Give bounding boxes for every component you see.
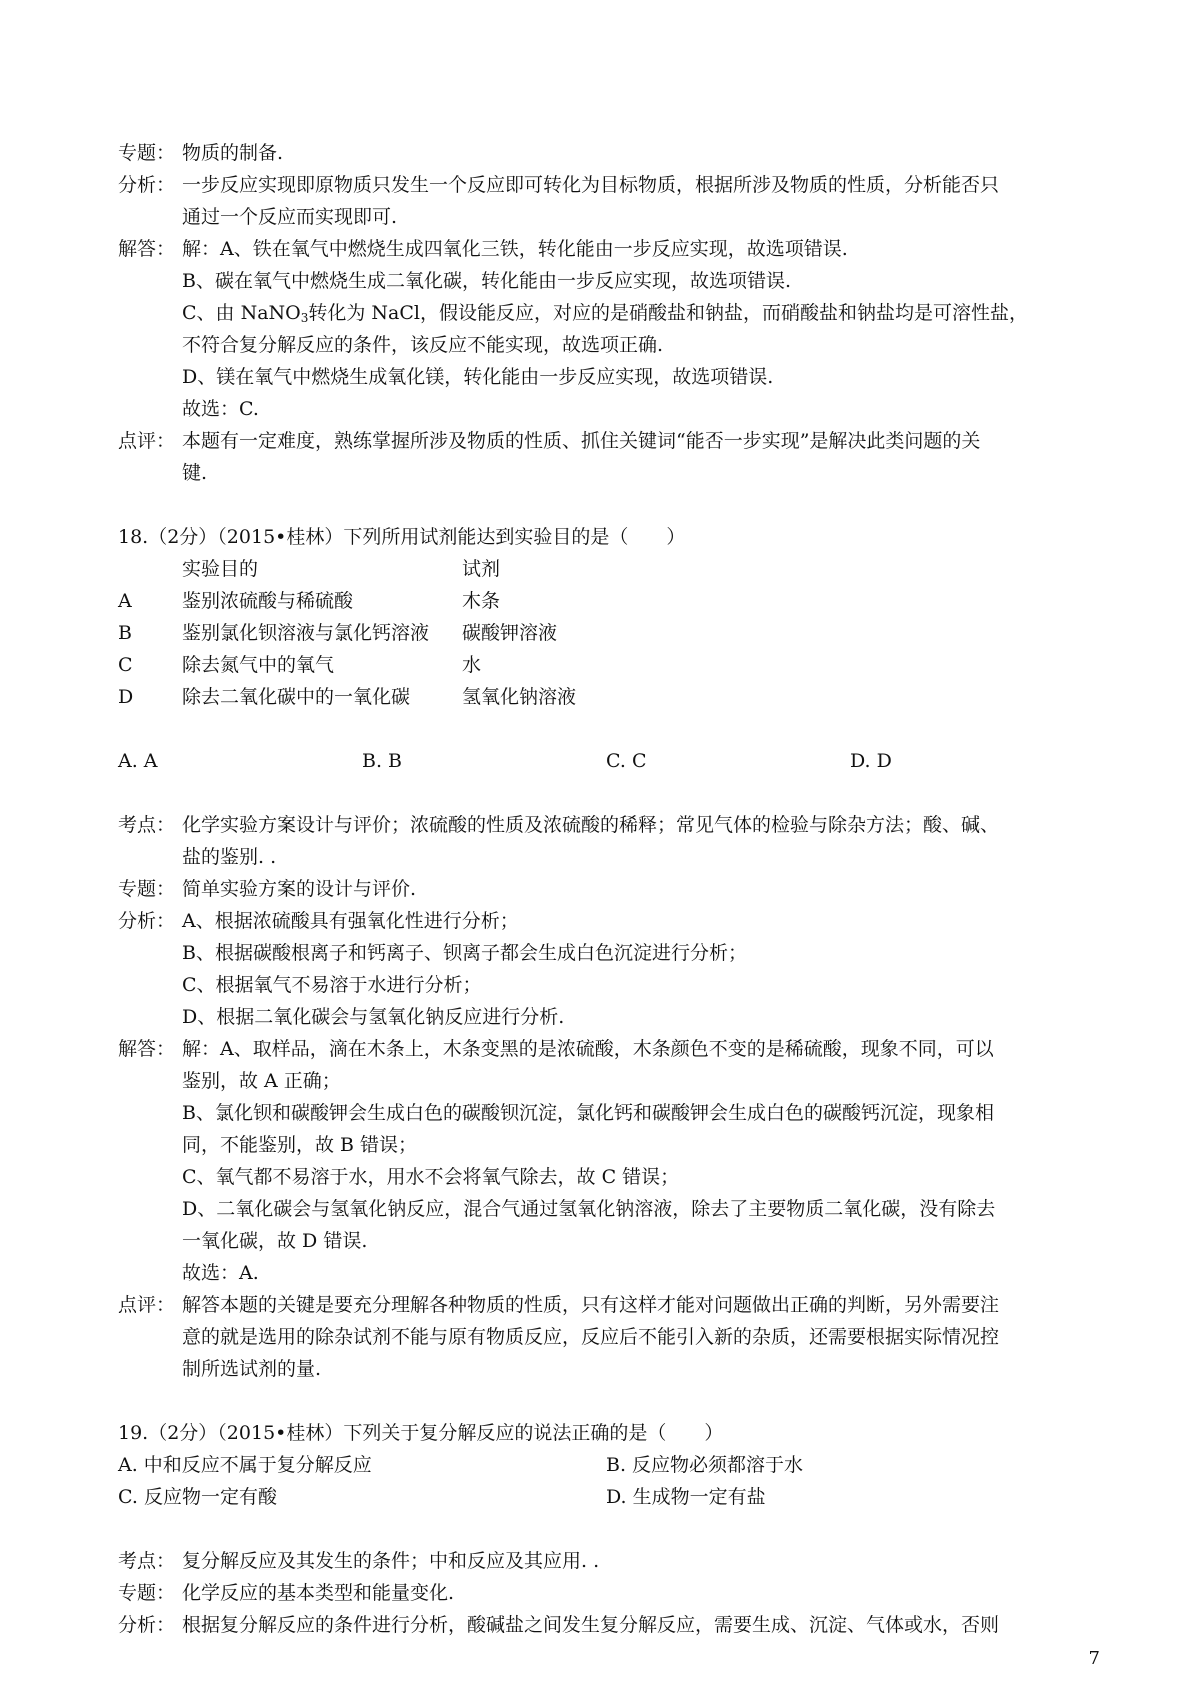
dianping-text: 本题有一定难度，熟练掌握所涉及物质的性质、抓住关键词“能否一步实现”是解决此类问题的关 [182, 430, 981, 452]
jieda-label: 解答： [118, 1038, 176, 1060]
jieda-line: D、镁在氧气中燃烧生成氧化镁，转化能由一步反应实现，故选项错误. [182, 366, 774, 388]
fenxi-line: C、根据氧气不易溶于水进行分析； [182, 974, 482, 996]
question-19-stem: 19.（2分）（2015•桂林）下列关于复分解反应的说法正确的是（ ） [118, 1422, 724, 1444]
table-row-purpose: 鉴别氯化钡溶液与氯化钙溶液 [182, 622, 430, 644]
jieda-line: 鉴别，故 A 正确； [182, 1070, 341, 1092]
jieda-line: 故选：A. [182, 1262, 259, 1284]
table-row-purpose: 除去氮气中的氧气 [182, 654, 335, 676]
jieda-label: 解答： [118, 238, 176, 260]
choice-b: B. B [362, 750, 403, 772]
table-row-purpose: 鉴别浓硫酸与稀硫酸 [182, 590, 354, 612]
dianping-label: 点评： [118, 1294, 176, 1316]
choice-d: D. 生成物一定有盐 [606, 1486, 766, 1508]
jieda-part: C、由 NaNO [182, 302, 301, 324]
table-row-reagent: 木条 [462, 590, 501, 612]
fenxi-label: 分析： [118, 174, 176, 196]
fenxi-text: 一步反应实现即原物质只发生一个反应即可转化为目标物质，根据所涉及物质的性质，分析能否只 [182, 174, 1000, 196]
table-row-option: A [118, 590, 132, 612]
jieda-line: D、二氧化碳会与氢氧化钠反应，混合气通过氢氧化钠溶液，除去了主要物质二氧化碳，没有除去 [182, 1198, 996, 1220]
jieda-line: B、碳在氧气中燃烧生成二氧化碳，转化能由一步反应实现，故选项错误. [182, 270, 792, 292]
subscript: 3 [300, 311, 309, 325]
table-row-reagent: 氢氧化钠溶液 [462, 686, 577, 708]
choice-a: A. A [118, 750, 158, 772]
fenxi-line: B、根据碳酸根离子和钙离子、钡离子都会生成白色沉淀进行分析； [182, 942, 747, 964]
choice-c: C. C [606, 750, 647, 772]
zhuanti-label: 专题： [118, 878, 176, 900]
zhuanti-label: 专题： [118, 142, 176, 164]
kaodian-label: 考点： [118, 814, 176, 836]
jieda-line: 故选：C. [182, 398, 259, 420]
kaodian-text: 复分解反应及其发生的条件；中和反应及其应用. . [182, 1550, 600, 1572]
dianping-label: 点评： [118, 430, 176, 452]
choice-a: A. 中和反应不属于复分解反应 [118, 1454, 372, 1476]
kaodian-line: 盐的鉴别. . [182, 846, 277, 868]
jieda-line: 同，不能鉴别，故 B 错误； [182, 1134, 418, 1156]
zhuanti-text: 化学反应的基本类型和能量变化. [182, 1582, 455, 1604]
kaodian-label: 考点： [118, 1550, 176, 1572]
fenxi-text: A、根据浓硫酸具有强氧化性进行分析； [182, 910, 519, 932]
page-number: 7 [1088, 1648, 1100, 1669]
jieda-line: 一氧化碳，故 D 错误. [182, 1230, 368, 1252]
table-header-reagent: 试剂 [462, 558, 501, 580]
table-row-purpose: 除去二氧化碳中的一氧化碳 [182, 686, 411, 708]
table-row-option: C [118, 654, 133, 676]
table-row-reagent: 水 [462, 654, 482, 676]
fenxi-line: D、根据二氧化碳会与氢氧化钠反应进行分析. [182, 1006, 565, 1028]
fenxi-label: 分析： [118, 910, 176, 932]
fenxi-line: 通过一个反应而实现即可. [182, 206, 398, 228]
zhuanti-text: 简单实验方案的设计与评价. [182, 878, 417, 900]
choice-b: B. 反应物必须都溶于水 [606, 1454, 804, 1476]
jieda-text: 解：A、铁在氧气中燃烧生成四氧化三铁，转化能由一步反应实现，故选项错误. [182, 238, 848, 260]
zhuanti-label: 专题： [118, 1582, 176, 1604]
jieda-line: 不符合复分解反应的条件，该反应不能实现，故选项正确. [182, 334, 664, 356]
table-row-option: D [118, 686, 134, 708]
dianping-line: 键. [182, 462, 208, 484]
kaodian-text: 化学实验方案设计与评价；浓硫酸的性质及浓硫酸的稀释；常见气体的检验与除杂方法；酸、碱、 [182, 814, 1000, 836]
jieda-text: 解：A、取样品，滴在木条上，木条变黑的是浓硫酸，木条颜色不变的是稀硫酸，现象不同，可以 [182, 1038, 994, 1060]
dianping-text: 解答本题的关键是要充分理解各种物质的性质，只有这样才能对问题做出正确的判断，另外需要注 [182, 1294, 1000, 1316]
table-row-option: B [118, 622, 132, 644]
dianping-line: 意的就是选用的除杂试剂不能与原有物质反应，反应后不能引入新的杂质，还需要根据实际情况控 [182, 1326, 1000, 1348]
table-header-purpose: 实验目的 [182, 558, 259, 580]
table-row-reagent: 碳酸钾溶液 [462, 622, 558, 644]
zhuanti-text: 物质的制备. [182, 142, 284, 164]
fenxi-label: 分析： [118, 1614, 176, 1636]
jieda-part: 转化为 NaCl，假设能反应，对应的是硝酸盐和钠盐，而硝酸盐和钠盐均是可溶性盐， [308, 302, 1028, 324]
dianping-line: 制所选试剂的量. [182, 1358, 322, 1380]
choice-c: C. 反应物一定有酸 [118, 1486, 277, 1508]
fenxi-text: 根据复分解反应的条件进行分析，酸碱盐之间发生复分解反应，需要生成、沉淀、气体或水，否则 [182, 1614, 1000, 1636]
jieda-line: B、氯化钡和碳酸钾会生成白色的碳酸钡沉淀，氯化钙和碳酸钾会生成白色的碳酸钙沉淀，现象相 [182, 1102, 994, 1124]
jieda-line: C、氧气都不易溶于水，用水不会将氧气除去，故 C 错误； [182, 1166, 680, 1188]
jieda-line-formula [182, 298, 1028, 334]
question-18-stem: 18.（2分）（2015•桂林）下列所用试剂能达到实验目的是（ ） [118, 526, 686, 548]
choice-d: D. D [850, 750, 892, 772]
